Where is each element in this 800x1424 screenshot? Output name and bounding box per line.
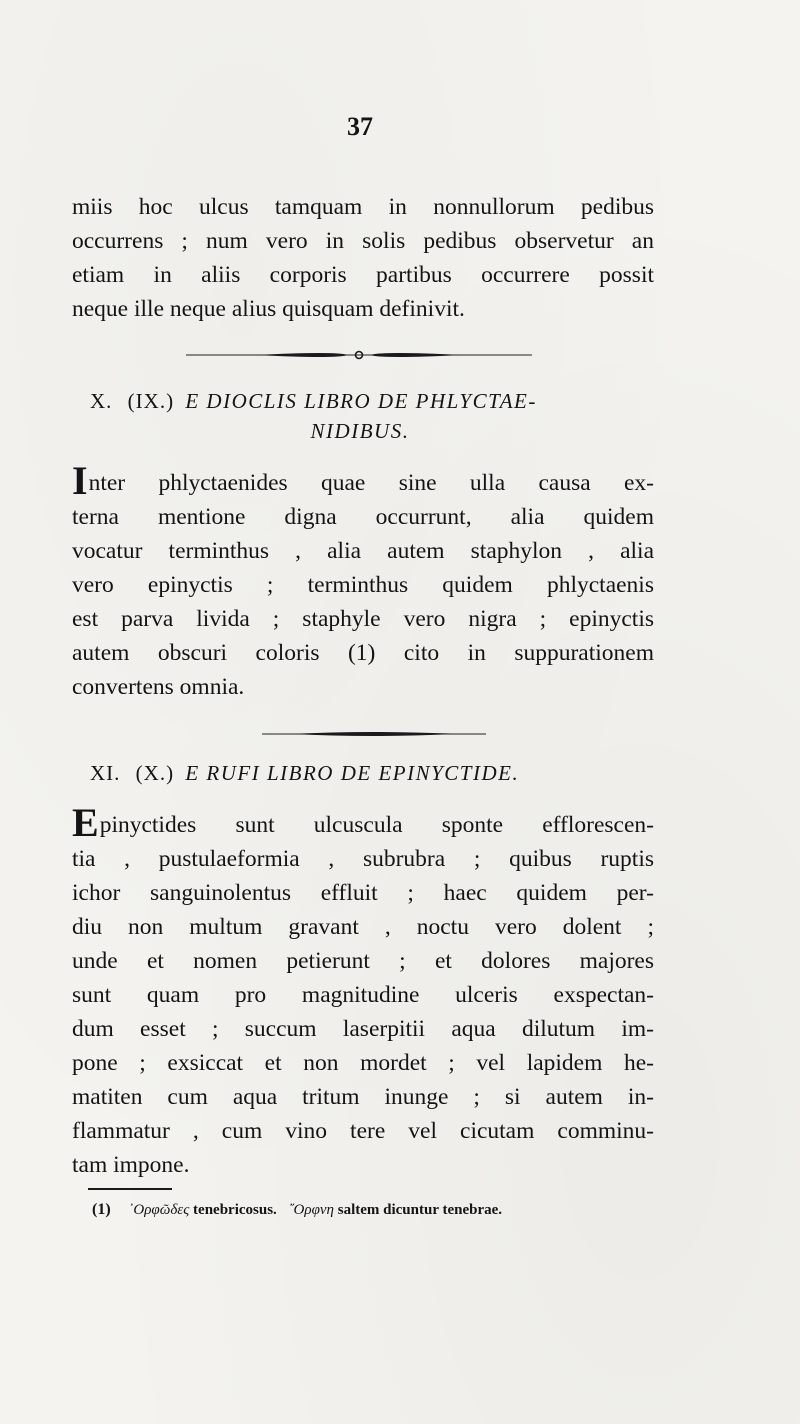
footnote-text: tenebricosus. — [193, 1202, 277, 1218]
text-line: tam impone. — [72, 1152, 190, 1178]
text-line: vero epinyctis ; terminthus quidem phlyctaenis — [72, 572, 654, 598]
text-line: vocatur terminthus , alia autem staphylon , alia — [72, 538, 654, 564]
text-line: pone ; exsiccat et non mordet ; vel lapidem he- — [72, 1050, 654, 1076]
text-line: tia , pustulaeformia , subrubra ; quibus ruptis — [72, 846, 654, 872]
text-line: matiten cum aqua tritum inunge ; si autem in- — [72, 1084, 654, 1110]
text-line: sunt quam pro magnitudine ulceris exspectan- — [72, 982, 654, 1008]
footnote — [92, 1198, 672, 1222]
section-title: E DIOCLIS LIBRO DE PHLYCTAE- — [185, 389, 537, 413]
text-line: diu non multum gravant , noctu vero dolent ; — [72, 914, 654, 940]
text-line: occurrens ; num vero in solis pedibus observetur an — [72, 228, 654, 254]
drop-cap: E — [72, 800, 99, 845]
text-line: unde et nomen petierunt ; et dolores majores — [72, 948, 654, 974]
section-alt-number: (IX.) — [127, 389, 175, 413]
section-alt-number: (X.) — [135, 761, 175, 785]
text-line: neque ille neque alius quisquam definivit. — [72, 296, 465, 322]
text-line: est parva livida ; staphyle vero nigra ; epinyctis — [72, 606, 654, 632]
section-heading-xi — [90, 758, 650, 788]
intro-paragraph — [72, 190, 654, 326]
ornament-divider — [262, 728, 486, 740]
text-line: terna mentione digna occurrunt, alia quidem — [72, 504, 654, 530]
text-line: ichor sanguinolentus effluit ; haec quidem per- — [72, 880, 654, 906]
text-line: autem obscuri coloris (1) cito in suppurationem — [72, 640, 654, 666]
section-heading-x — [90, 386, 650, 446]
section-xi-body — [72, 800, 654, 1182]
drop-cap: I — [72, 458, 88, 503]
footnote-text: saltem dicuntur tenebrae. — [337, 1202, 503, 1218]
text-line: miis hoc ulcus tamquam in nonnullorum pedibus — [72, 194, 654, 220]
text-line: Epinyctides sunt ulcuscula sponte efflorescen- — [72, 800, 654, 845]
footnote-rule — [88, 1188, 172, 1190]
section-number: X. — [90, 389, 113, 413]
page-number: 37 — [347, 112, 373, 141]
section-x-body — [72, 458, 654, 704]
section-number: XI. — [90, 761, 121, 785]
footnote-marker: (1) — [92, 1201, 111, 1218]
text-line: Inter phlyctaenides quae sine ulla causa ex- — [72, 458, 654, 503]
footnote-greek-term: ᾿Ορφῶδες — [128, 1202, 190, 1218]
text-line: dum esset ; succum laserpitii aqua dilutum im- — [72, 1016, 654, 1042]
text-line: convertens omnia. — [72, 674, 245, 700]
section-title: E RUFI LIBRO DE EPINYCTIDE. — [185, 761, 520, 785]
section-title-continuation: NIDIBUS. — [310, 419, 410, 443]
footnote-greek-term: ῎Ορφνη — [288, 1202, 334, 1218]
ornament-divider — [186, 348, 532, 362]
text-line: flammatur , cum vino tere vel cicutam comminu- — [72, 1118, 654, 1144]
text-line: etiam in aliis corporis partibus occurrere possit — [72, 262, 654, 288]
